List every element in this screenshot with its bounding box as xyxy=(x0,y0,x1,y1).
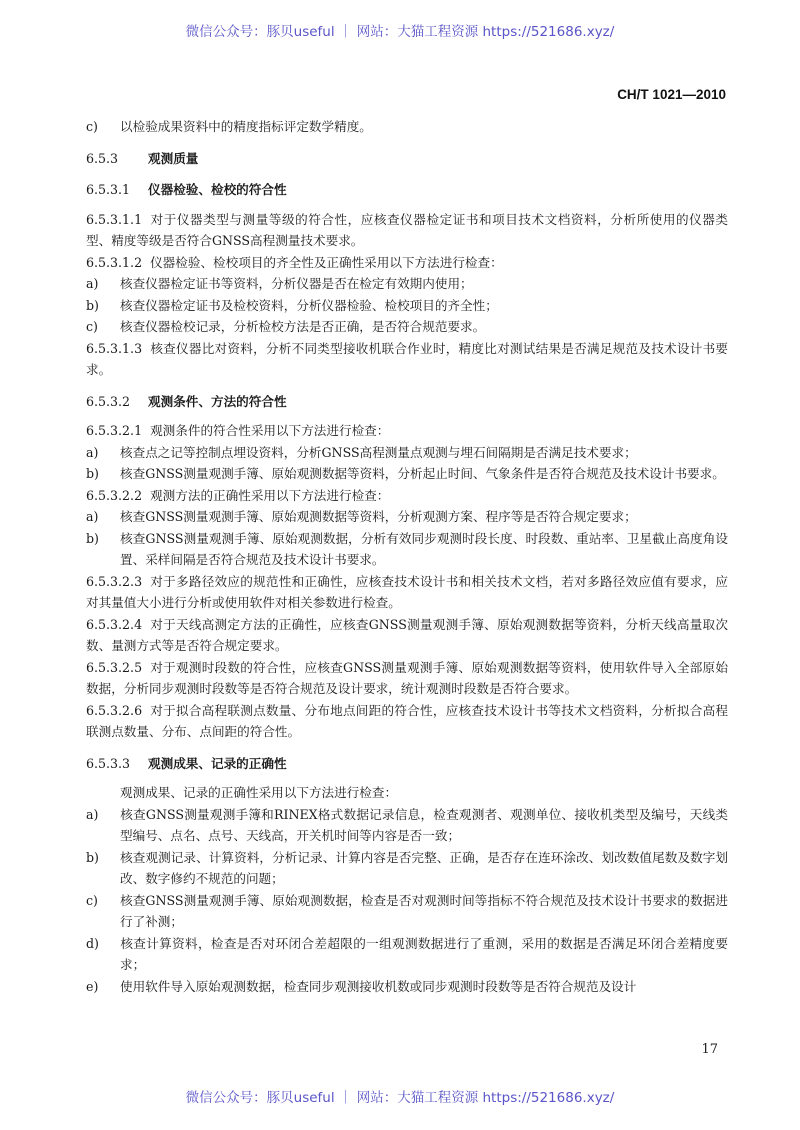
watermark-bottom: 微信公众号：豚贝useful ｜ 网站：大猫工程资源 https://521686.xyz/ xyxy=(185,1090,615,1106)
clause-number: 6.5.3.2.5 xyxy=(86,659,143,675)
section-number: 6.5.3 xyxy=(86,150,119,166)
clause-text: 对于多路径效应的规范性和正确性，应核查技术设计书和相关技术文档，若对多路径效应值有要求，应对其量值大小进行分析或使用软件对相关参数进行检查。 xyxy=(86,573,728,610)
clause-text: 对于天线高测定方法的正确性，应核查GNSS测量观测手簿、原始观测数据等资料，分析天线高量取次数、量测方式等是否符合规定要求。 xyxy=(86,616,728,653)
list-text: 以检验成果资料中的精度指标评定数学精度。 xyxy=(120,119,372,134)
list-text: 核查GNSS测量观测手簿、原始观测数据等资料，分析观测方案、程序等是否符合规定要求； xyxy=(120,509,637,524)
list-item xyxy=(86,933,728,976)
clause-6-5-3-2-4 xyxy=(86,614,728,657)
list-text: 核查仪器检定证书及检校资料，分析仪器检验、检校项目的齐全性； xyxy=(120,297,498,313)
clause-text: 观测方法的正确性采用以下方法进行检查： xyxy=(150,487,390,503)
list-marker: b) xyxy=(86,849,99,865)
clause-text: 核查仪器比对资料，分析不同类型接收机联合作业时，精度比对测试结果是否满足规范及技术设计书要求。 xyxy=(86,340,728,377)
list-marker: a) xyxy=(86,276,99,291)
list-text: 核查仪器检校记录，分析检校方法是否正确，是否符合规范要求。 xyxy=(120,319,486,334)
clause-6-5-3-2-5 xyxy=(86,657,728,700)
clause-6-5-3-2-3 xyxy=(86,571,728,614)
section-heading-6-5-3 xyxy=(86,148,728,170)
clause-6-5-3-1-3 xyxy=(86,338,728,381)
list-marker: a) xyxy=(86,806,99,822)
list-item xyxy=(86,847,728,890)
section-title: 观测条件、方法的符合性 xyxy=(148,393,287,409)
list-item xyxy=(86,316,728,338)
list-text: 核查观测记录、计算资料，分析记录、计算内容是否完整、正确，是否存在连环涂改、划改数值尾数及数字划改、数字修约不规范的问题； xyxy=(120,849,728,886)
clause-number: 6.5.3.2.3 xyxy=(86,573,143,589)
list-text: 核查GNSS测量观测手簿、原始观测数据，分析有效同步观测时段长度、时段数、重站率、卫星截止高度角设置、采样间隔是否符合规范及技术设计书要求。 xyxy=(120,530,728,567)
section-heading-6-5-3-3 xyxy=(86,753,728,775)
list-item xyxy=(86,890,728,933)
list-item xyxy=(86,506,728,528)
list-text: 核查点之记等控制点埋设资料，分析GNSS高程测量点观测与埋石间隔期是否满足技术要求； xyxy=(120,444,637,460)
list-marker: e) xyxy=(86,978,99,994)
clause-number: 6.5.3.2.1 xyxy=(86,423,143,438)
list-marker: a) xyxy=(86,509,99,524)
clause-number: 6.5.3.2.6 xyxy=(86,702,143,718)
list-item xyxy=(86,116,728,138)
list-marker: c) xyxy=(86,319,98,334)
list-text: 核查GNSS测量观测手簿、原始观测数据等资料，分析起止时间、气象条件是否符合规范及技术设计书要求。 xyxy=(120,466,725,481)
clause-number: 6.5.3.1.2 xyxy=(86,254,143,270)
clause-6-5-3-2-6 xyxy=(86,700,728,743)
list-item xyxy=(86,463,728,485)
clause-text: 对于观测时段数的符合性，应核查GNSS测量观测手簿、原始观测数据等资料，使用软件导入全部原始数据，分析同步观测时段数等是否符合规范及设计要求，统计观测时段数是否符合要求。 xyxy=(86,659,728,696)
list-item xyxy=(86,976,728,998)
list-marker: b) xyxy=(86,530,99,546)
list-marker: a) xyxy=(86,444,99,460)
section-title: 观测质量 xyxy=(148,150,199,166)
list-item xyxy=(86,528,728,571)
clause-text: 仪器检验、检校项目的齐全性及正确性采用以下方法进行检查： xyxy=(150,254,503,270)
clause-text: 观测条件的符合性采用以下方法进行检查： xyxy=(150,423,390,438)
list-marker: b) xyxy=(86,466,99,481)
list-marker: c) xyxy=(86,119,98,134)
list-item xyxy=(86,804,728,847)
list-text: 核查仪器检定证书等资料，分析仪器是否在检定有效期内使用； xyxy=(120,276,473,291)
section-number: 6.5.3.3 xyxy=(86,755,131,771)
clause-text: 对于仪器类型与测量等级的符合性，应核查仪器检定证书和项目技术文档资料，分析所使用的仪器类型、精度等级是否符合GNSS高程测量技术要求。 xyxy=(86,211,728,248)
clause-number: 6.5.3.2.4 xyxy=(86,616,143,632)
document-body xyxy=(86,116,728,997)
list-text: 使用软件导入原始观测数据，检查同步观测接收机数或同步观测时段数等是否符合规范及设计 xyxy=(120,978,637,994)
clause-number: 6.5.3.2.2 xyxy=(86,487,143,503)
section-heading-6-5-3-1 xyxy=(86,179,728,201)
list-item xyxy=(86,442,728,464)
section-title: 观测成果、记录的正确性 xyxy=(148,755,287,771)
clause-6-5-3-2-1 xyxy=(86,420,728,442)
clause-text: 对于拟合高程联测点数量、分布地点间距的符合性，应核查技术设计书等技术文档资料，分析拟合高程联测点数量、分布、点间距的符合性。 xyxy=(86,702,728,739)
list-text: 核查GNSS测量观测手簿和RINEX格式数据记录信息，检查观测者、观测单位、接收机类型及编号，天线类型编号、点名、点号、天线高，开关机时间等内容是否一致； xyxy=(120,806,728,843)
clause-number: 6.5.3.1.1 xyxy=(86,211,143,227)
clause-6-5-3-1-1 xyxy=(86,209,728,252)
list-item xyxy=(86,295,728,317)
standard-code: CH/T 1021—2010 xyxy=(617,87,726,102)
watermark-top: 微信公众号：豚贝useful ｜ 网站：大猫工程资源 https://521686.xyz/ xyxy=(185,24,615,40)
clause-6-5-3-1-2 xyxy=(86,252,728,274)
section-intro: 观测成果、记录的正确性采用以下方法进行检查： xyxy=(120,785,398,800)
page-number: 17 xyxy=(701,1042,718,1057)
list-marker: b) xyxy=(86,297,99,313)
clause-6-5-3-2-2 xyxy=(86,485,728,507)
section-number: 6.5.3.1 xyxy=(86,182,131,197)
section-title: 仪器检验、检校的符合性 xyxy=(148,182,287,197)
clause-number: 6.5.3.1.3 xyxy=(86,340,143,356)
section-heading-6-5-3-2 xyxy=(86,391,728,413)
list-text: 核查GNSS测量观测手簿、原始观测数据，检查是否对观测时间等指标不符合规范及技术设计书要求的数据进行了补测； xyxy=(120,892,728,929)
list-marker: d) xyxy=(86,935,99,951)
section-number: 6.5.3.2 xyxy=(86,393,131,409)
list-text: 核查计算资料，检查是否对环闭合差超限的一组观测数据进行了重测，采用的数据是否满足环闭合差精度要求； xyxy=(120,935,728,972)
list-marker: c) xyxy=(86,892,98,908)
list-item xyxy=(86,273,728,295)
